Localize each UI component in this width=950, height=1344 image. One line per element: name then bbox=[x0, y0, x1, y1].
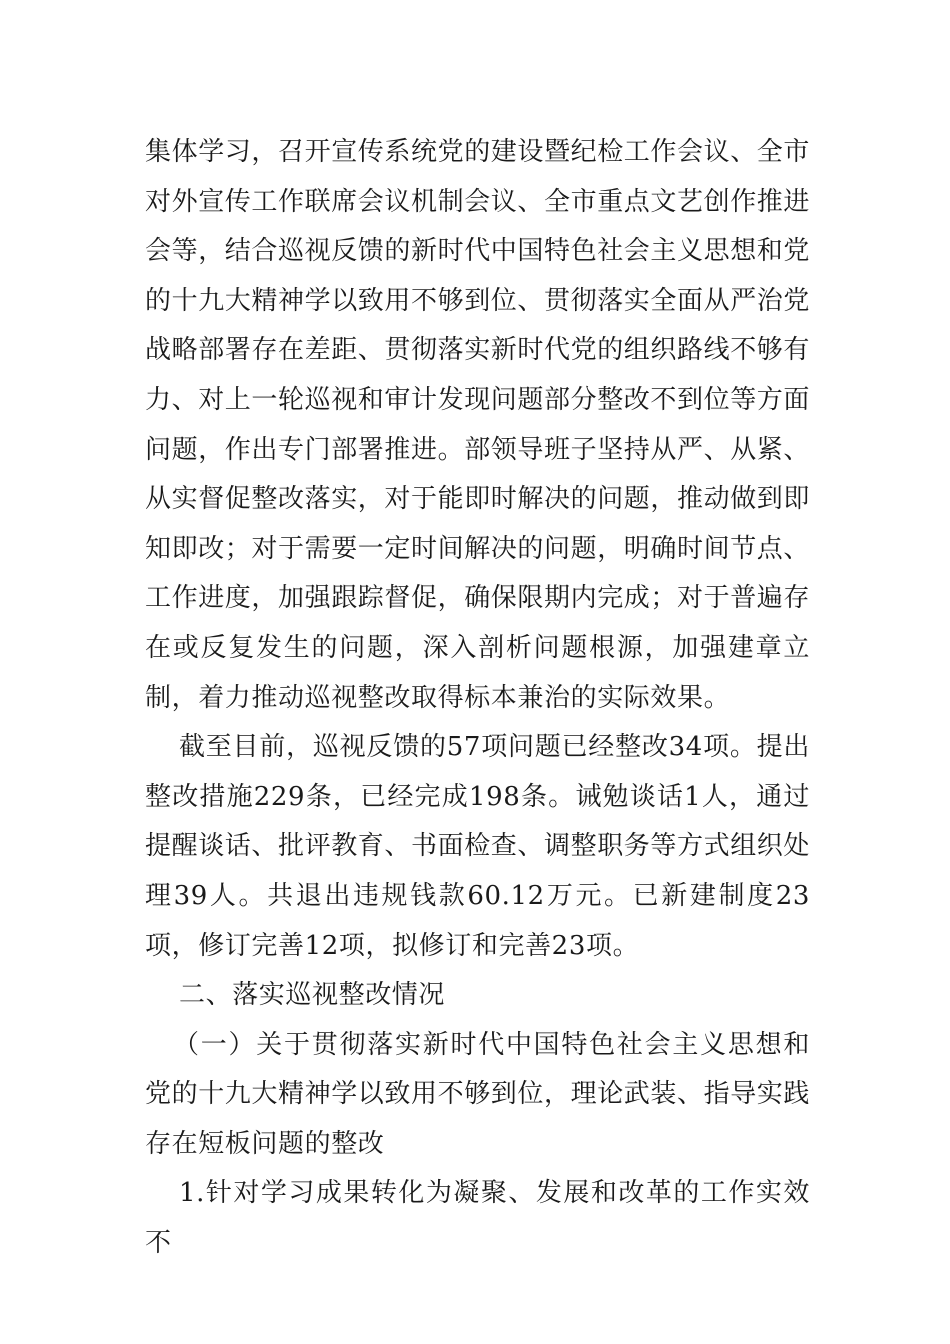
list-item-1: 1.针对学习成果转化为凝聚、发展和改革的工作实效不 bbox=[145, 1178, 810, 1259]
paragraph-continued: 集体学习，召开宣传系统党的建设暨纪检工作会议、全市对外宣传工作联席会议机制会议、全市重点文艺创作推进会等，结合巡视反馈的新时代中国特色社会主义思想和党的十九大精神学以致用不够到位、贯彻落实全面从严治党战略部署存在差距、贯彻落实新时代党的组织路线不够有力、对上一轮巡视和审计发现问题部分整改不到位等方面问题，作出专门部署推进。部领导班子坚持从严、从紧、从实督促整改落实，对于能即时解决的问题，推动做到即知即改；对于需要一定时间解决的问题，明确时间节点、工作进度，加强跟踪督促，确保限期内完成；对于普遍存在或反复发生的问题，深入剖析问题根源，加强建章立制，着力推动巡视整改取得标本兼治的实际效果。 bbox=[145, 137, 811, 713]
paragraph-progress-summary: 截至目前，巡视反馈的57项问题已经整改34项。提出整改措施229条，已经完成198条。诫勉谈话1人，通过提醒谈话、批评教育、书面检查、调整职务等方式组织处理39人。共退出违规钱款60.12万元。已新建制度23项，修订完善12项，拟修订和完善23项。 bbox=[145, 732, 811, 961]
subsection-heading: （一）关于贯彻落实新时代中国特色社会主义思想和党的十九大精神学以致用不够到位，理论武装、指导实践存在短板问题的整改 bbox=[145, 1029, 811, 1159]
document-body bbox=[145, 128, 810, 1269]
section-heading: 二、落实巡视整改情况 bbox=[179, 980, 446, 1011]
